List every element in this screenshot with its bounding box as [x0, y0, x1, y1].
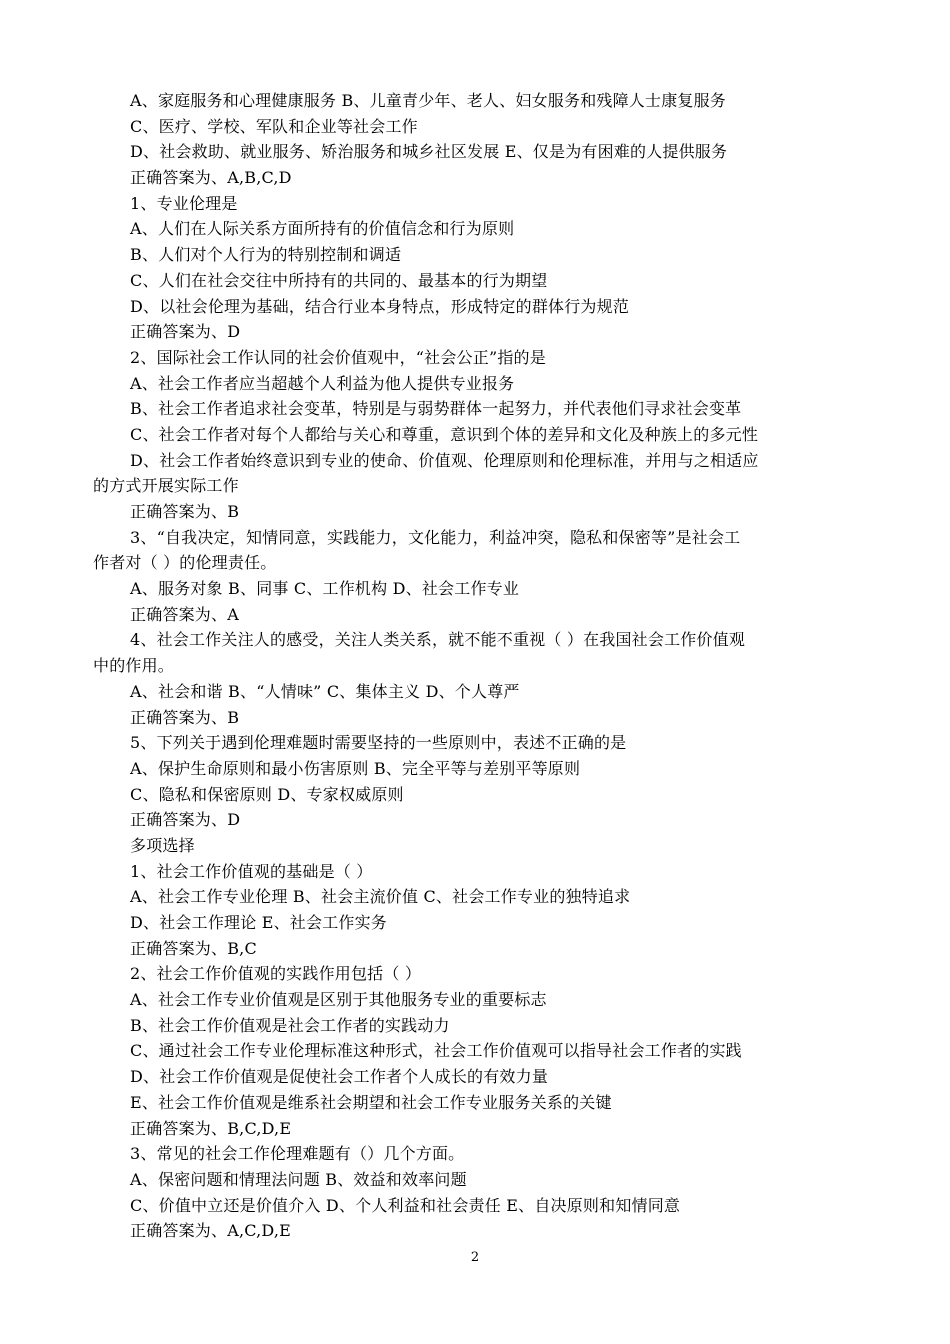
- option-line: D、社会工作价值观是促使社会工作者个人成长的有效力量: [130, 1067, 549, 1087]
- option-line: A、社会工作专业价值观是区别于其他服务专业的重要标志: [130, 990, 547, 1010]
- option-line: A、人们在人际关系方面所持有的价值信念和行为原则: [130, 219, 515, 239]
- answer-line: 正确答案为、A: [130, 604, 239, 624]
- option-line: C、社会工作者对每个人都给与关心和尊重，意识到个体的差异和文化及种族上的多元性: [130, 424, 759, 444]
- question-line: 1、专业伦理是: [130, 193, 238, 213]
- option-line: C、人们在社会交往中所持有的共同的、最基本的行为期望: [130, 270, 548, 290]
- question-line: 4、社会工作关注人的感受，关注人类关系，就不能不重视（ ）在我国社会工作价值观: [130, 630, 746, 650]
- option-line: A、社会工作者应当超越个人利益为他人提供专业报务: [130, 373, 515, 393]
- option-line: C、隐私和保密原则 D、专家权威原则: [130, 784, 404, 804]
- option-line: B、人们对个人行为的特别控制和调适: [130, 245, 402, 265]
- answer-line: 正确答案为、B: [130, 502, 240, 521]
- page-number: 2: [470, 1250, 480, 1265]
- option-line: B、社会工作者追求社会变革，特别是与弱势群体一起努力，并代表他们寻求社会变革: [130, 399, 742, 419]
- option-line: C、医疗、学校、军队和企业等社会工作: [130, 116, 418, 136]
- option-line: A、社会工作专业伦理 B、社会主流价值 C、社会工作专业的独特追求: [130, 887, 631, 907]
- answer-line: 正确答案为、A,C,D,E: [130, 1221, 292, 1241]
- option-line: C、价值中立还是价值介入 D、个人利益和社会责任 E、自决原则和知情同意: [130, 1195, 681, 1215]
- answer-line: 正确答案为、B: [130, 707, 240, 727]
- option-line: D、社会救助、就业服务、矫治服务和城乡社区发展 E、仅是为有困难的人提供服务: [130, 142, 728, 162]
- question-line-continued: 中的作用。: [93, 656, 175, 676]
- answer-line: 正确答案为、B,C: [130, 938, 257, 958]
- answer-line: 正确答案为、A,B,C,D: [130, 168, 292, 188]
- option-line-continued: 的方式开展实际工作: [93, 476, 239, 496]
- option-line: C、通过社会工作专业伦理标准这种形式，社会工作价值观可以指导社会工作者的实践: [130, 1041, 742, 1061]
- question-line: 3、“自我决定，知情同意，实践能力，文化能力，利益冲突，隐私和保密等”是社会工: [130, 527, 741, 547]
- answer-line: 正确答案为、B,C,D,E: [130, 1118, 292, 1138]
- question-line: 2、国际社会工作认同的社会价值观中，“社会公正”指的是: [130, 347, 546, 367]
- answer-line: 正确答案为、D: [130, 810, 241, 830]
- option-line: D、以社会伦理为基础，结合行业本身特点，形成特定的群体行为规范: [130, 296, 630, 316]
- option-line: D、社会工作者始终意识到专业的使命、价值观、伦理原则和伦理标准，并用与之相适应: [130, 450, 759, 470]
- question-line: 3、常见的社会工作伦理难题有（）几个方面。: [130, 1144, 465, 1164]
- option-line: A、保护生命原则和最小伤害原则 B、完全平等与差别平等原则: [130, 758, 581, 778]
- option-line: D、社会工作理论 E、社会工作实务: [130, 913, 387, 932]
- option-line: B、社会工作价值观是社会工作者的实践动力: [130, 1015, 450, 1035]
- option-line: A、服务对象 B、同事 C、工作机构 D、社会工作专业: [130, 579, 520, 599]
- option-line: A、保密问题和情理法问题 B、效益和效率问题: [130, 1169, 467, 1189]
- question-line: 1、社会工作价值观的基础是（ ）: [130, 861, 373, 881]
- question-line: 2、社会工作价值观的实践作用包括（ ）: [130, 964, 422, 984]
- answer-line: 正确答案为、D: [130, 322, 241, 342]
- section-heading: 多项选择: [130, 835, 195, 855]
- question-line: 5、下列关于遇到伦理难题时需要坚持的一些原则中，表述不正确的是: [130, 733, 627, 753]
- option-line: E、社会工作价值观是维系社会期望和社会工作专业服务关系的关键: [130, 1092, 612, 1112]
- option-line: A、家庭服务和心理健康服务 B、儿童青少年、老人、妇女服务和残障人士康复服务: [130, 91, 726, 110]
- question-line-continued: 作者对（ ）的伦理责任。: [93, 553, 277, 573]
- option-line: A、社会和谐 B、“人情味” C、集体主义 D、个人尊严: [130, 681, 520, 701]
- text-body: [93, 88, 868, 1244]
